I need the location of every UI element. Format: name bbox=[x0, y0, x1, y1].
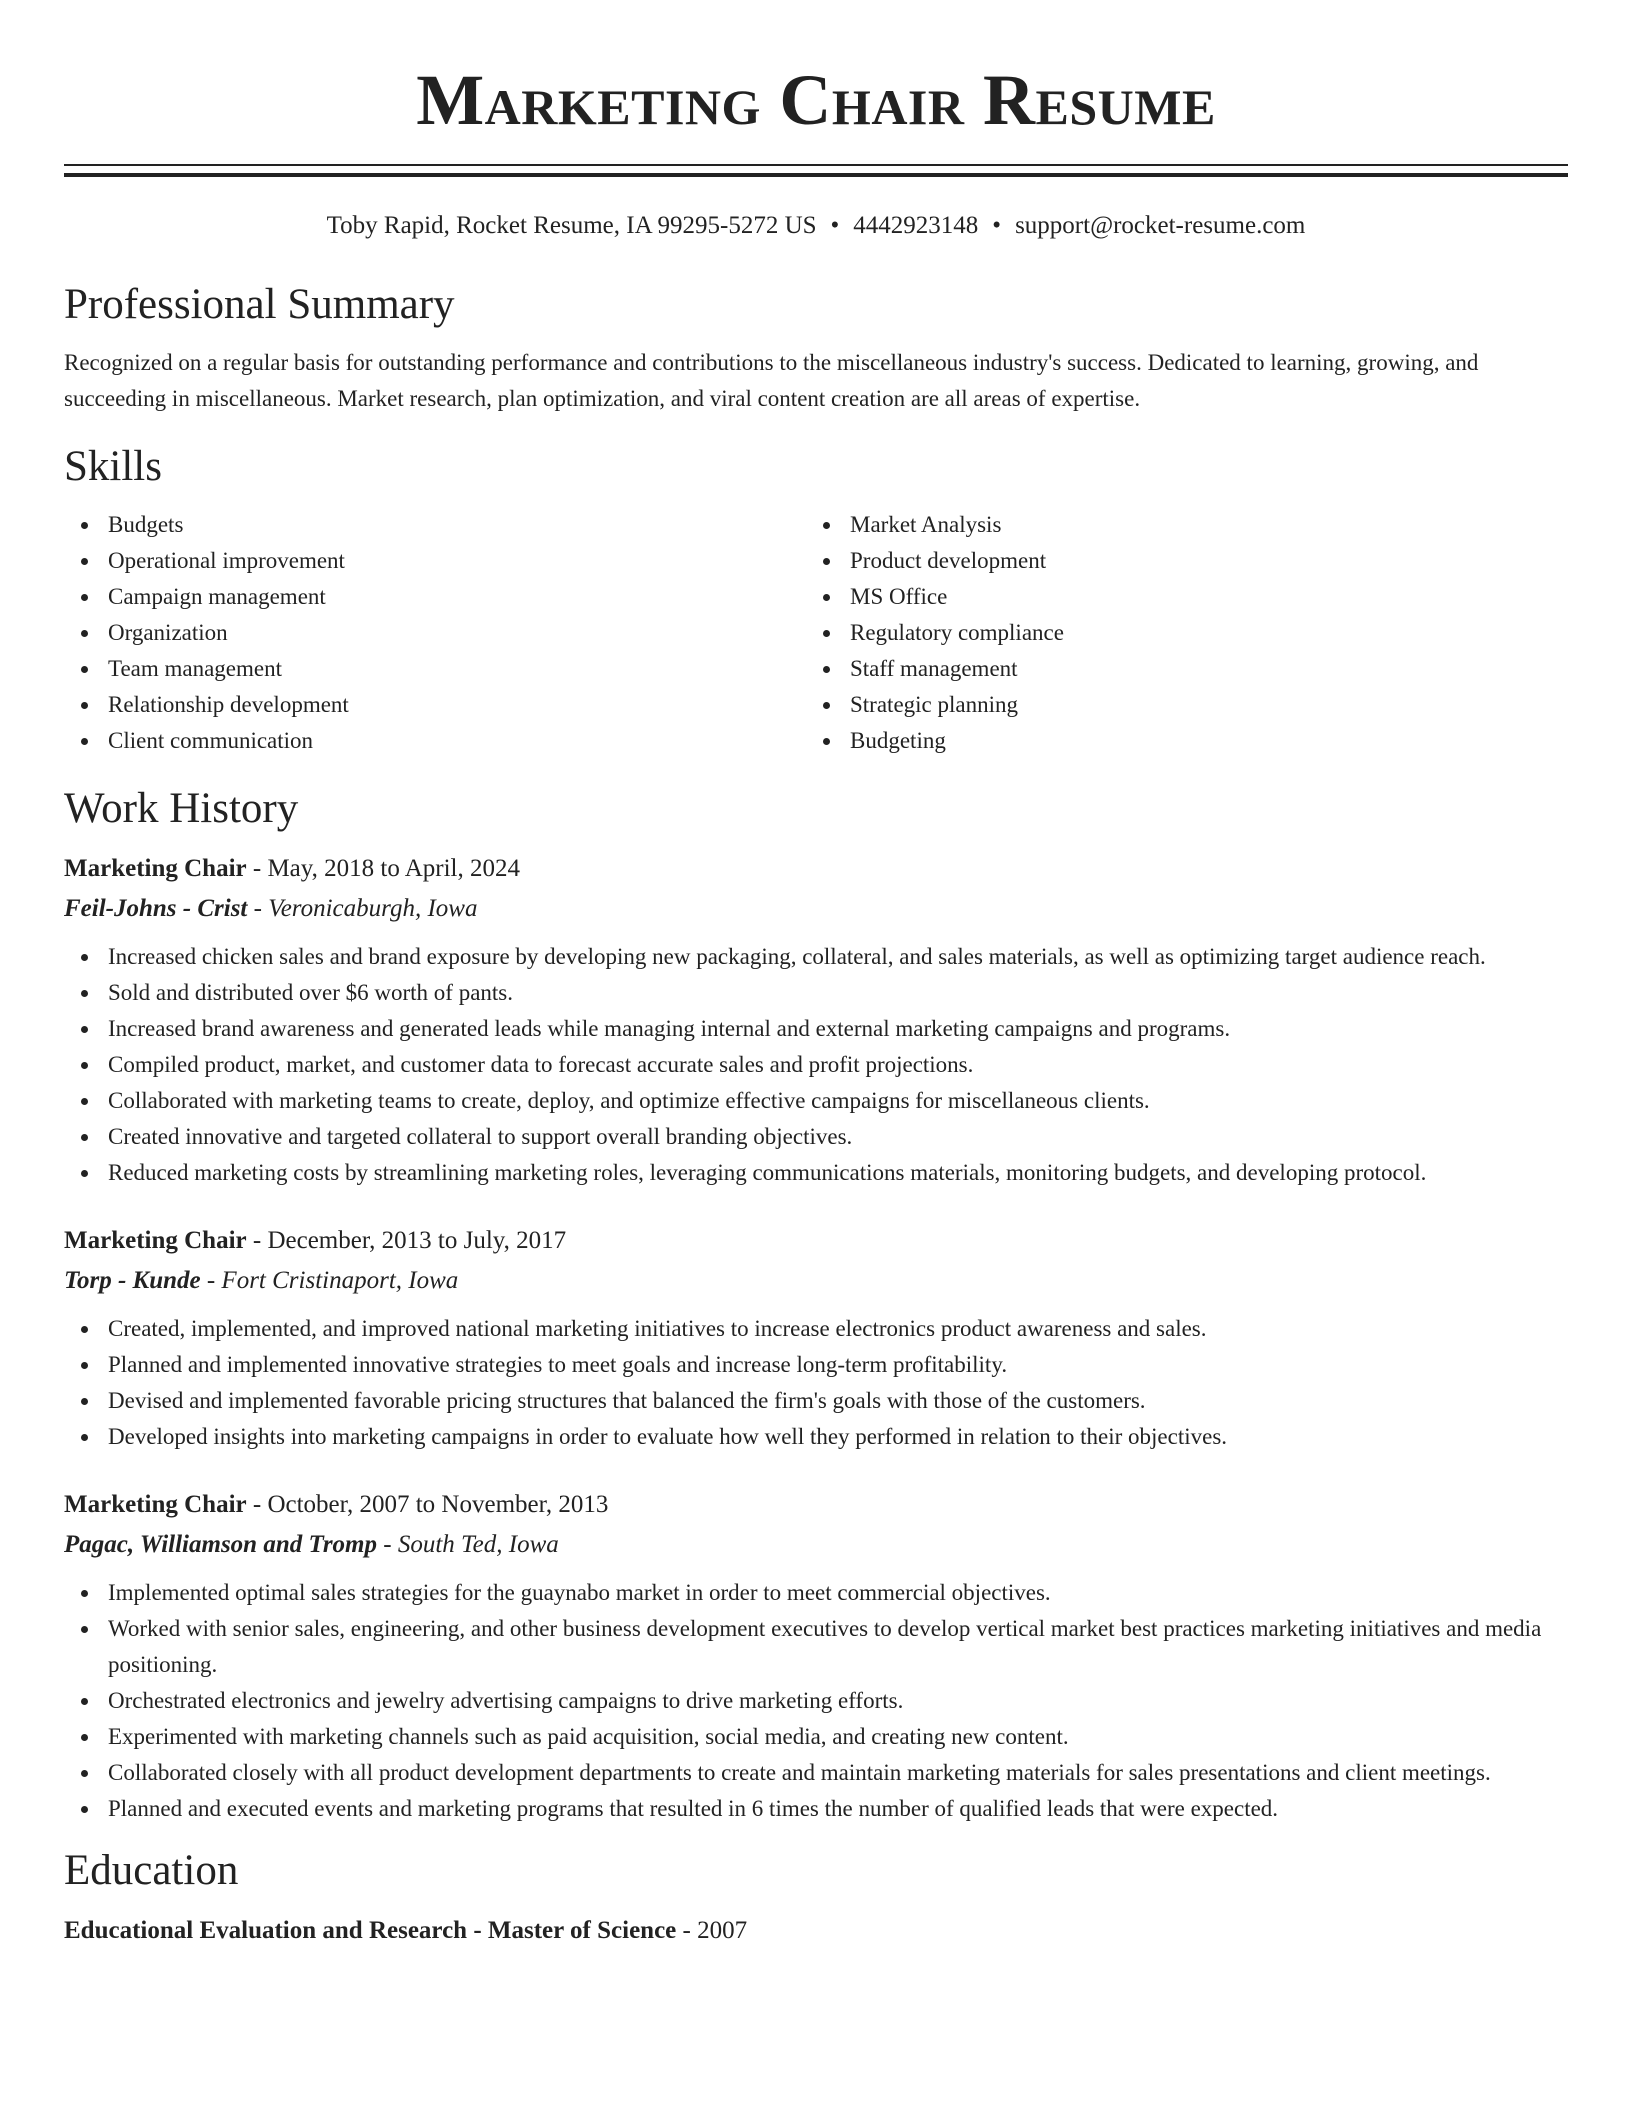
job-bullet: Experimented with marketing channels such as paid acquisition, social media, and creating new content. bbox=[108, 1719, 1568, 1755]
skill-item: Client communication bbox=[108, 723, 806, 759]
job-bullet: Planned and executed events and marketing programs that resulted in 6 times the number of qualified leads that were expected. bbox=[108, 1791, 1568, 1827]
job-bullets bbox=[64, 1311, 1568, 1455]
job-bullet: Collaborated closely with all product development departments to create and maintain marketing materials for sales presentations and client meetings. bbox=[108, 1755, 1568, 1791]
job-bullet: Worked with senior sales, engineering, and other business development executives to develop vertical market best practices marketing initiatives and media positioning. bbox=[108, 1611, 1568, 1683]
job-location: - Fort Cristinaport, Iowa bbox=[200, 1267, 459, 1294]
skills-grid bbox=[64, 507, 1568, 759]
job-location: - Veronicaburgh, Iowa bbox=[247, 895, 478, 922]
contact-address: Toby Rapid, Rocket Resume, IA 99295-5272 US bbox=[326, 212, 817, 239]
job-entry bbox=[64, 849, 1568, 1191]
contact-separator: • bbox=[830, 212, 840, 239]
skill-item: Organization bbox=[108, 615, 806, 651]
job-bullet: Increased brand awareness and generated leads while managing internal and external marketing campaigns and programs. bbox=[108, 1011, 1568, 1047]
job-company-line bbox=[64, 889, 1568, 929]
job-bullet: Devised and implemented favorable pricing structures that balanced the firm's goals with those of the customers. bbox=[108, 1383, 1568, 1419]
job-bullet: Planned and implemented innovative strategies to meet goals and increase long-term profitability. bbox=[108, 1347, 1568, 1383]
skills-heading: Skills bbox=[64, 443, 162, 490]
skills-column-right bbox=[806, 507, 1548, 759]
job-bullets bbox=[64, 1575, 1568, 1827]
skills-list-right bbox=[806, 507, 1548, 759]
skills-column-left bbox=[64, 507, 806, 759]
contact-email: support@rocket-resume.com bbox=[1015, 212, 1306, 239]
job-company-line bbox=[64, 1525, 1568, 1565]
job-bullet: Developed insights into marketing campaigns in order to evaluate how well they performed in relation to their objectives. bbox=[108, 1419, 1568, 1455]
education-year: - 2007 bbox=[676, 1917, 748, 1944]
job-title: Marketing Chair bbox=[64, 1227, 247, 1254]
job-location: - South Ted, Iowa bbox=[377, 1531, 559, 1558]
summary-text: Recognized on a regular basis for outstanding performance and contributions to the miscellaneous industry's success. Dedicated to learning, growing, and succeeding in miscellaneous. Market research, plan optimization, and viral content creation are all areas of expertise. bbox=[64, 350, 1479, 411]
education-entry bbox=[64, 1911, 1568, 1951]
skill-item: Staff management bbox=[850, 651, 1548, 687]
contact-line bbox=[64, 211, 1568, 241]
contact-phone: 4442923148 bbox=[853, 212, 979, 239]
skill-item: MS Office bbox=[850, 579, 1548, 615]
job-company: Torp - Kunde bbox=[64, 1267, 201, 1294]
contact-separator: • bbox=[992, 212, 1002, 239]
skills-list-left bbox=[64, 507, 806, 759]
job-entry bbox=[64, 1221, 1568, 1455]
skill-item: Campaign management bbox=[108, 579, 806, 615]
job-dates: - May, 2018 to April, 2024 bbox=[246, 855, 520, 882]
job-company-line bbox=[64, 1261, 1568, 1301]
job-bullet: Created innovative and targeted collateral to support overall branding objectives. bbox=[108, 1119, 1568, 1155]
skill-item: Team management bbox=[108, 651, 806, 687]
job-bullet: Sold and distributed over $6 worth of pants. bbox=[108, 975, 1568, 1011]
skill-item: Strategic planning bbox=[850, 687, 1548, 723]
job-company: Feil-Johns - Crist bbox=[64, 895, 248, 922]
job-title-line bbox=[64, 1485, 1568, 1525]
job-bullet: Compiled product, market, and customer data to forecast accurate sales and profit projections. bbox=[108, 1047, 1568, 1083]
job-dates: - October, 2007 to November, 2013 bbox=[246, 1491, 609, 1518]
job-bullet: Collaborated with marketing teams to create, deploy, and optimize effective campaigns for miscellaneous clients. bbox=[108, 1083, 1568, 1119]
job-bullet: Reduced marketing costs by streamlining marketing roles, leveraging communications materials, monitoring budgets, and developing protocol. bbox=[108, 1155, 1568, 1191]
page-title: Marketing Chair Resume bbox=[416, 60, 1216, 140]
skill-item: Operational improvement bbox=[108, 543, 806, 579]
job-entry bbox=[64, 1485, 1568, 1827]
skill-item: Product development bbox=[850, 543, 1548, 579]
job-bullet: Orchestrated electronics and jewelry advertising campaigns to drive marketing efforts. bbox=[108, 1683, 1568, 1719]
skill-item: Regulatory compliance bbox=[850, 615, 1548, 651]
job-title-line bbox=[64, 849, 1568, 889]
skill-item: Budgets bbox=[108, 507, 806, 543]
job-dates: - December, 2013 to July, 2017 bbox=[246, 1227, 567, 1254]
skill-item: Budgeting bbox=[850, 723, 1548, 759]
education-heading: Education bbox=[64, 1847, 239, 1894]
skill-item: Market Analysis bbox=[850, 507, 1548, 543]
job-bullet: Created, implemented, and improved national marketing initiatives to increase electronics product awareness and sales. bbox=[108, 1311, 1568, 1347]
job-title: Marketing Chair bbox=[64, 855, 247, 882]
job-bullets bbox=[64, 939, 1568, 1191]
divider-thick bbox=[64, 173, 1568, 177]
work-history-heading: Work History bbox=[64, 785, 299, 832]
job-title-line bbox=[64, 1221, 1568, 1261]
title-divider bbox=[64, 164, 1568, 177]
summary-heading: Professional Summary bbox=[64, 281, 455, 328]
job-company: Pagac, Williamson and Tromp bbox=[64, 1531, 378, 1558]
education-degree: Educational Evaluation and Research - Master of Science bbox=[64, 1917, 677, 1944]
skill-item: Relationship development bbox=[108, 687, 806, 723]
job-bullet: Increased chicken sales and brand exposure by developing new packaging, collateral, and sales materials, as well as optimizing target audience reach. bbox=[108, 939, 1568, 975]
divider-thin bbox=[64, 164, 1568, 166]
job-title: Marketing Chair bbox=[64, 1491, 247, 1518]
job-bullet: Implemented optimal sales strategies for the guaynabo market in order to meet commercial objectives. bbox=[108, 1575, 1568, 1611]
